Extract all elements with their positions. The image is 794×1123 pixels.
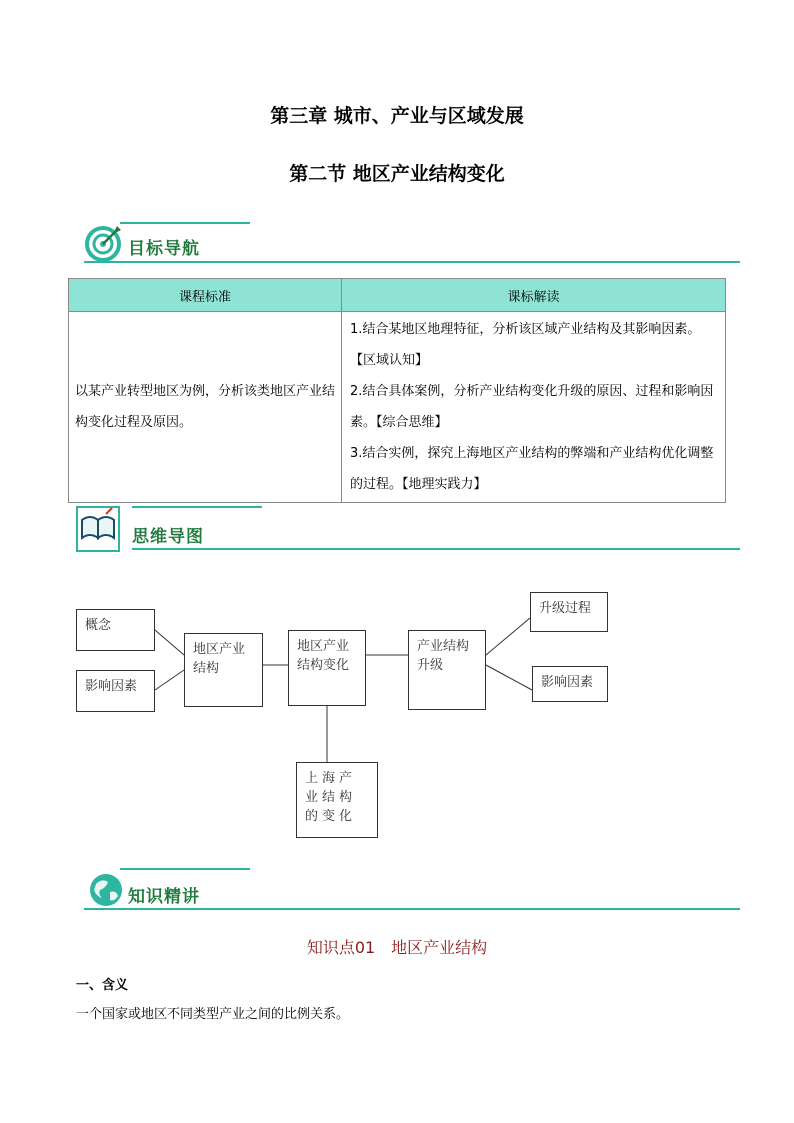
section-title: 第二节 地区产业结构变化 (289, 163, 505, 185)
node-shanghai: 上海产业结构的变化 (296, 762, 378, 838)
header-standard: 课程标准 (69, 279, 342, 312)
header-interpretation: 课标解读 (342, 279, 726, 312)
interpretation-item: 3.结合实例，探究上海地区产业结构的弊端和产业结构优化调整的过程。【地理实践力】 (350, 446, 714, 492)
globe-icon (88, 872, 124, 908)
node-concept: 概念 (76, 609, 155, 651)
node-regional-structure: 地区产业结构 (184, 633, 263, 707)
node-factors: 影响因素 (76, 670, 155, 712)
node-upgrade: 产业结构升级 (408, 630, 486, 710)
knowledge-point-title: 知识点01 地区产业结构 (306, 938, 488, 957)
node-structure-change: 地区产业结构变化 (288, 630, 366, 706)
node-upgrade-factors: 影响因素 (532, 666, 608, 702)
knowledge-heading: 一、含义 (76, 978, 129, 993)
mind-map-label: 思维导图 (132, 527, 204, 547)
header-top-line (120, 868, 250, 870)
standard-cell: 以某产业转型地区为例，分析该类地区产业结构变化过程及原因。 (69, 312, 342, 503)
goal-nav-label: 目标导航 (128, 239, 200, 259)
knowledge-label: 知识精讲 (128, 887, 200, 907)
chapter-title: 第三章 城市、产业与区域发展 (270, 105, 524, 127)
interpretation-item: 2.结合具体案例，分析产业结构变化升级的原因、过程和影响因素。【综合思维】 (350, 384, 714, 430)
knowledge-header (84, 868, 740, 920)
node-upgrade-process: 升级过程 (530, 592, 608, 632)
header-bottom-line (84, 908, 740, 910)
interpretation-item: 1.结合某地区地理特征，分析该区域产业结构及其影响因素。【区域认知】 (350, 322, 701, 368)
knowledge-text: 一个国家或地区不同类型产业之间的比例关系。 (76, 1007, 350, 1022)
